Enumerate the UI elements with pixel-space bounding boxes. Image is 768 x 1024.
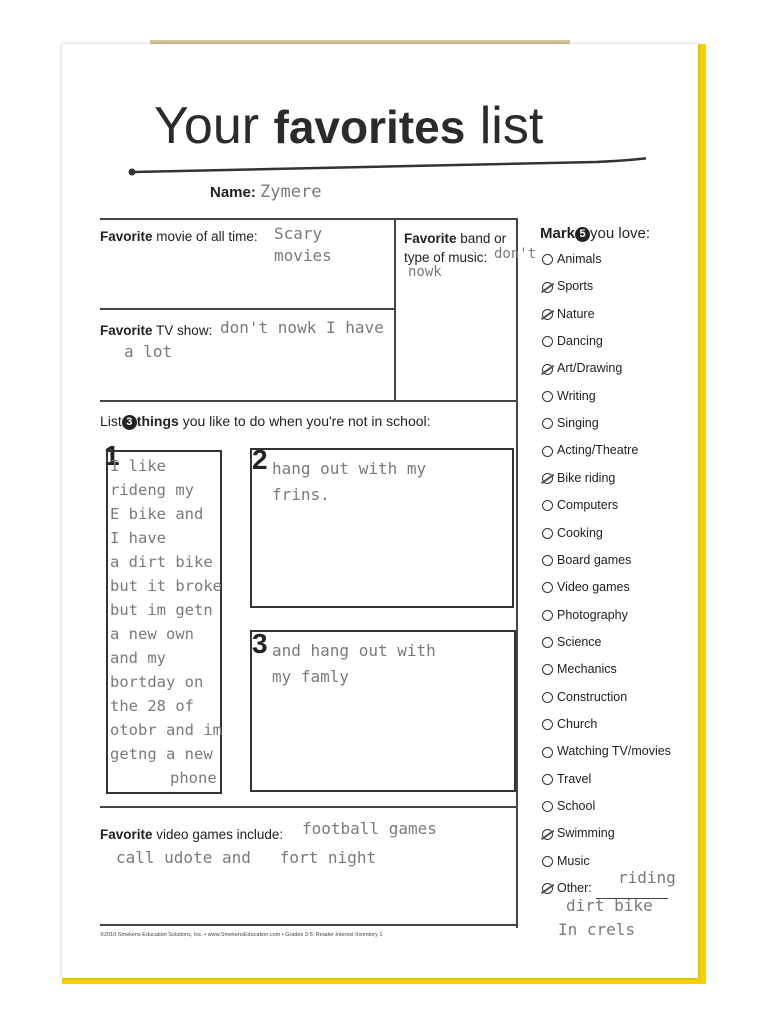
- interest-option[interactable]: [542, 826, 615, 840]
- footer-copyright: ©2010 Smekens Education Solutions, Inc. • www.SmekensEducation.com • Grades 3-5: Reader Interest Inventory 1: [100, 932, 383, 938]
- interest-option[interactable]: [542, 471, 615, 485]
- interest-option[interactable]: [542, 498, 618, 512]
- divider: [100, 400, 516, 402]
- movie-label: Favorite movie of all time:: [100, 229, 258, 244]
- interest-label: Video games: [557, 580, 630, 595]
- interest-label: Acting/Theatre: [557, 443, 639, 458]
- empty-circle-icon[interactable]: [542, 418, 553, 429]
- empty-circle-icon[interactable]: [542, 774, 553, 785]
- empty-circle-icon[interactable]: [542, 391, 553, 402]
- interest-option[interactable]: [542, 580, 630, 594]
- divider: [100, 924, 516, 926]
- name-field: Name: Zymere: [210, 182, 322, 202]
- interest-option[interactable]: [542, 635, 601, 649]
- interest-label: Sports: [557, 279, 594, 294]
- interest-label: Singing: [557, 416, 599, 431]
- interest-option[interactable]: [542, 690, 627, 704]
- interest-option[interactable]: [542, 416, 599, 430]
- music-answer: nowk: [408, 264, 442, 280]
- name-value: Zymere: [260, 182, 322, 202]
- page-title: Your favorites list: [154, 97, 544, 155]
- interest-label: Bike riding: [557, 470, 616, 485]
- interest-option[interactable]: [542, 526, 603, 540]
- checked-circle-icon[interactable]: [542, 883, 553, 894]
- empty-circle-icon[interactable]: [542, 528, 553, 539]
- tv-label: Favorite TV show:: [100, 323, 213, 338]
- interest-label: Nature: [557, 306, 595, 321]
- interest-label: Art/Drawing: [557, 361, 623, 376]
- divider: [100, 308, 394, 310]
- divider: [100, 218, 516, 220]
- empty-circle-icon[interactable]: [542, 254, 553, 265]
- movie-answer: movies: [274, 246, 332, 265]
- interest-label: Church: [557, 716, 598, 731]
- empty-circle-icon[interactable]: [542, 500, 553, 511]
- divider: [516, 218, 518, 928]
- interest-label: Watching TV/movies: [557, 744, 671, 759]
- checked-circle-icon[interactable]: [542, 282, 553, 293]
- other-answer: riding: [618, 868, 676, 887]
- answer-1: I like rideng my E bike and I have a dirt bike but it broke but im getn a new own and my bortday on the 28 of otobr and im getng a new phone: [110, 457, 222, 787]
- interest-label: Other:: [557, 881, 592, 896]
- music-label: type of music:: [404, 250, 488, 265]
- other-answer: In crels: [558, 920, 636, 939]
- interest-label: Cooking: [557, 525, 603, 540]
- games-answer: football games: [302, 819, 437, 838]
- interest-option[interactable]: [542, 744, 671, 758]
- empty-circle-icon[interactable]: [542, 336, 553, 347]
- interest-option[interactable]: [542, 772, 591, 786]
- interest-option[interactable]: [542, 307, 595, 321]
- answer-3: and hang out with my famly: [272, 641, 436, 686]
- interest-option[interactable]: [542, 608, 628, 622]
- interest-option[interactable]: [542, 854, 590, 868]
- tv-answer: don't nowk I have: [220, 318, 384, 337]
- interest-label: Travel: [557, 771, 592, 786]
- interest-option[interactable]: [542, 881, 592, 895]
- empty-circle-icon[interactable]: [542, 446, 553, 457]
- checked-circle-icon[interactable]: [542, 473, 553, 484]
- interest-label: Science: [557, 634, 602, 649]
- interest-label: Mechanics: [557, 662, 617, 677]
- interest-label: Writing: [557, 388, 596, 403]
- empty-circle-icon[interactable]: [542, 747, 553, 758]
- worksheet-page: [62, 44, 698, 978]
- interest-label: Swimming: [557, 826, 615, 841]
- interest-label: Animals: [557, 252, 602, 266]
- things-heading: List 3 things you like to do when you're not in school:: [100, 413, 431, 429]
- interest-label: Computers: [557, 498, 619, 513]
- empty-circle-icon[interactable]: [542, 692, 553, 703]
- empty-circle-icon[interactable]: [542, 610, 553, 621]
- interest-option[interactable]: [542, 334, 603, 348]
- interest-option[interactable]: [542, 361, 622, 375]
- interest-option[interactable]: [542, 252, 601, 266]
- empty-circle-icon[interactable]: [542, 801, 553, 812]
- interest-option[interactable]: [542, 389, 596, 403]
- interest-label: Music: [557, 853, 590, 868]
- empty-circle-icon[interactable]: [542, 719, 553, 730]
- games-label: Favorite video games include:: [100, 827, 284, 842]
- interest-label: Photography: [557, 607, 628, 622]
- interests-heading: Mark 5 you love:: [540, 225, 651, 242]
- tv-answer: a lot: [124, 342, 173, 361]
- music-label: Favorite band or: [404, 231, 507, 246]
- games-answer: call udote and fort night: [116, 848, 377, 867]
- checked-circle-icon[interactable]: [542, 309, 553, 320]
- number-1: 1: [104, 440, 120, 471]
- music-answer: don't: [494, 246, 537, 262]
- interest-option[interactable]: [542, 717, 597, 731]
- empty-circle-icon[interactable]: [542, 664, 553, 675]
- interest-option[interactable]: [542, 799, 595, 813]
- interest-option[interactable]: [542, 553, 631, 567]
- interest-label: School: [557, 799, 596, 813]
- checked-circle-icon[interactable]: [542, 364, 553, 375]
- interest-label: Board games: [557, 552, 632, 567]
- interest-option[interactable]: [542, 279, 593, 293]
- title-swoosh-icon: [126, 132, 646, 182]
- divider: [394, 220, 396, 400]
- empty-circle-icon[interactable]: [542, 637, 553, 648]
- interest-label: Construction: [557, 689, 628, 704]
- interest-option[interactable]: [542, 443, 638, 457]
- other-answer: dirt bike: [566, 896, 653, 915]
- interest-label: Dancing: [557, 334, 603, 349]
- number-2: 2: [252, 444, 268, 475]
- checked-circle-icon[interactable]: [542, 829, 553, 840]
- empty-circle-icon[interactable]: [542, 856, 553, 867]
- interest-option[interactable]: [542, 662, 617, 676]
- number-3: 3: [252, 628, 268, 659]
- divider: [100, 806, 516, 808]
- empty-circle-icon[interactable]: [542, 555, 553, 566]
- empty-circle-icon[interactable]: [542, 582, 553, 593]
- movie-answer: Scary: [274, 224, 323, 243]
- answer-2: hang out with my frins.: [272, 459, 427, 504]
